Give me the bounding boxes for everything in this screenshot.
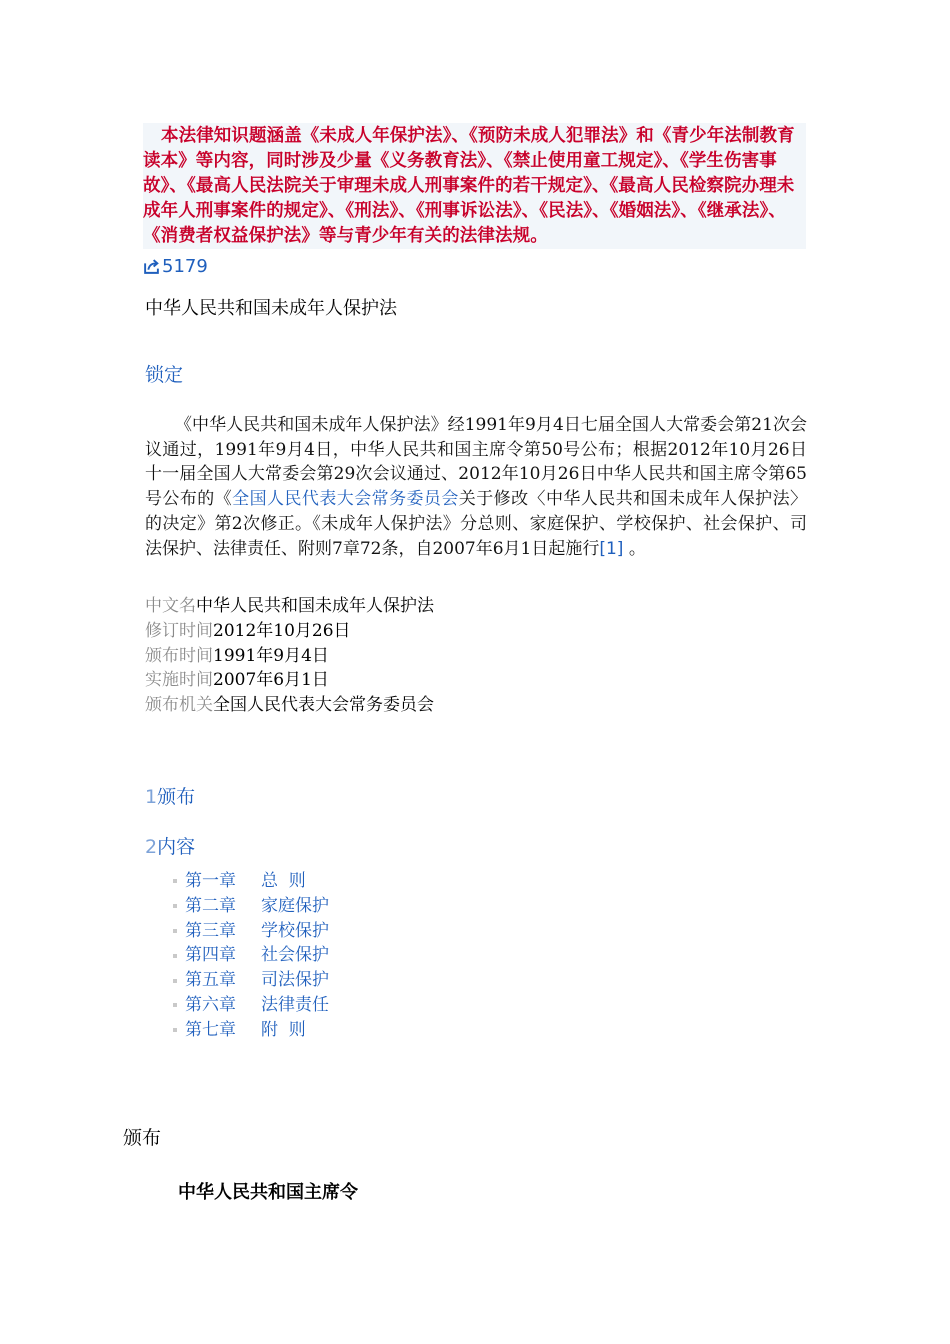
info-key: 实施时间 (145, 670, 213, 691)
chapter-item[interactable] (173, 894, 329, 919)
chapter-name: 司法保护 (261, 970, 329, 991)
share-button[interactable] (143, 256, 208, 277)
share-count: 5179 (162, 256, 208, 277)
section-heading: 颁布 (123, 1127, 162, 1149)
chapter-number: 第五章 (185, 970, 236, 991)
summary-text-2: 关于修改〈中华人民共和国未成年人保护法〉的决定》第2次修正。《未成年人保护法》分总则、家庭保护、学校保护、社会保护、司法保护、法律责任、附则7章72条，自2007年6月1日起施行 (145, 489, 808, 559)
chapter-number: 第七章 (185, 1019, 236, 1040)
info-key: 颁布时间 (145, 645, 213, 666)
intro-text: 本法律知识题涵盖《未成人年保护法》、《预防未成人犯罪法》和《青少年法制教育读本》等内容，同时涉及少量《义务教育法》、《禁止使用童工规定》、《学生伤害事故》、《最高人民法院关于审理未成人刑事案件的若干规定》、《最高人民检察院办理未成年人刑事案件的规定》、《刑法》、《刑事诉讼法》、《民法》、《婚姻法》、《继承法》、《消费者权益保护法》等与青少年有关的法律法规。 (143, 126, 795, 246)
chapter-item[interactable] (173, 1018, 329, 1043)
lock-link[interactable]: 锁定 (145, 364, 184, 386)
toc-label: 颁布 (157, 786, 196, 808)
chapter-number: 第二章 (185, 895, 236, 916)
bullet-icon (173, 879, 177, 883)
info-key: 颁布机关 (145, 695, 213, 716)
info-value: 2012年10月26日 (213, 620, 351, 641)
info-row (145, 594, 434, 619)
info-value: 2007年6月1日 (213, 670, 329, 691)
summary-text-1: 《中华人民共和国未成年人保护法》经1991年9月4日七届全国人大常委会第21次会议通过，1991年9月4日，中华人民共和国主席令第50号公布；根据2012年10月26日十一届全国人大常委会第29次会议通过、2012年10月26日中华人民共和国主席令第65号公布的《 (145, 415, 807, 510)
chapter-name: 总 则 (261, 871, 306, 891)
chapter-item[interactable] (173, 943, 329, 968)
chapter-item[interactable] (173, 993, 329, 1018)
summary-paragraph (145, 413, 807, 561)
sub-heading: 中华人民共和国主席令 (178, 1182, 358, 1203)
bullet-icon (173, 1028, 177, 1032)
bullet-icon (173, 904, 177, 908)
info-value: 中华人民共和国未成年人保护法 (196, 596, 434, 616)
chapter-item[interactable] (173, 919, 329, 944)
chapter-list (173, 869, 329, 1043)
chapter-name: 学校保护 (261, 920, 329, 941)
bullet-icon (173, 954, 177, 958)
summary-end: 。 (623, 538, 646, 559)
npc-standing-committee-link[interactable]: 全国人民代表大会常务委员会 (232, 489, 459, 510)
toc-item-promulgation[interactable] (145, 782, 195, 809)
chapter-item[interactable] (173, 968, 329, 993)
info-row (145, 668, 434, 693)
info-row (145, 619, 434, 644)
info-key: 中文名 (145, 596, 196, 616)
chapter-name: 社会保护 (261, 945, 329, 966)
page-title: 中华人民共和国未成年人保护法 (145, 298, 397, 319)
info-key: 修订时间 (145, 620, 213, 641)
chapter-number: 第三章 (185, 920, 236, 941)
reference-link[interactable]: [1] (599, 538, 624, 559)
toc-number: 2 (145, 836, 158, 858)
toc-item-content[interactable] (145, 832, 195, 859)
toc-number: 1 (145, 786, 158, 808)
chapter-number: 第四章 (185, 945, 236, 966)
chapter-name: 附 则 (261, 1019, 306, 1040)
info-value: 全国人民代表大会常务委员会 (213, 695, 434, 716)
chapter-name: 家庭保护 (261, 895, 329, 916)
chapter-name: 法律责任 (261, 994, 329, 1015)
chapter-number: 第六章 (185, 994, 236, 1015)
chapter-item[interactable] (173, 869, 329, 894)
info-box (145, 594, 434, 718)
share-icon (143, 258, 160, 275)
bullet-icon (173, 929, 177, 933)
chapter-number: 第一章 (185, 871, 236, 891)
bullet-icon (173, 1003, 177, 1007)
info-value: 1991年9月4日 (213, 645, 329, 666)
bullet-icon (173, 979, 177, 983)
info-row (145, 693, 434, 718)
toc-label: 内容 (157, 836, 196, 858)
info-row (145, 644, 434, 669)
